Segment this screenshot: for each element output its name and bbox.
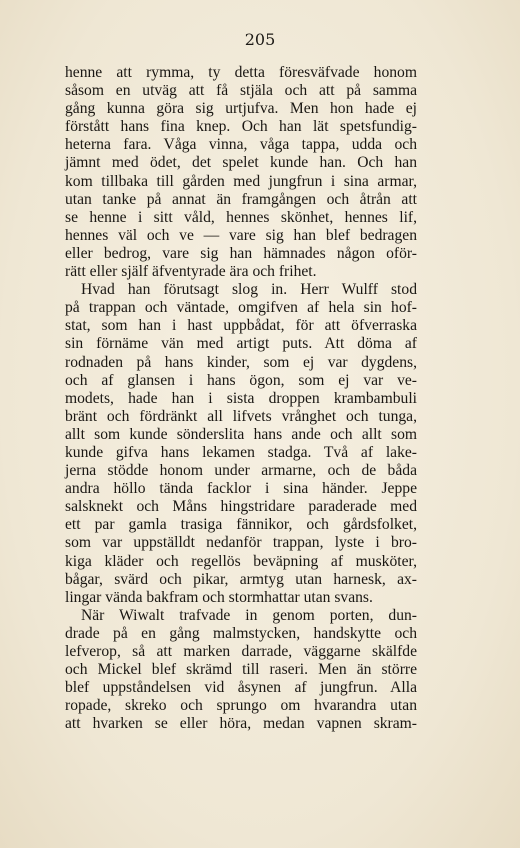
text-line: lingar vända bakfram och stormhattar utan svans. — [65, 588, 373, 606]
text-line: blef uppståndelsen vid åsynen af jungfrun. Alla — [65, 679, 417, 697]
text-line: salsknekt och Måns hingstridare paraderade med — [65, 498, 417, 516]
text-line: bränt och fördränkt all lifvets vrånghet och tunga, — [65, 407, 417, 425]
text-line: jämnt med ödet, det spelet kunde han. Och han — [65, 154, 417, 172]
text-line: som var uppställdt nedanför trappan, lyste i bro- — [65, 534, 417, 552]
text-line: och Mickel blef skrämd till raseri. Men än större — [65, 661, 417, 679]
text-line: kom tillbaka till gården med jungfrun i sina armar, — [65, 172, 417, 190]
text-line: på trappan och väntade, omgifven af hela sin hof- — [65, 299, 417, 317]
text-line: eller bedrog, vare sig han hämnades någon oför- — [65, 244, 417, 262]
text-line: andra höllo tända facklor i sina händer. Jeppe — [65, 480, 417, 498]
text-line: kunde gifva hans lekamen stadga. Två af lake- — [65, 443, 417, 461]
text-line: rätt eller själf äfventyrade ära och frihet. — [65, 263, 317, 281]
text-line: kiga kläder och regellös beväpning af musköter, — [65, 552, 417, 570]
text-line: se henne i sitt våld, hennes skönhet, hennes lif, — [65, 208, 417, 226]
text-line: lefverop, så att marken darrade, väggarne skälfde — [65, 643, 417, 660]
text-line: heterna fara. Våga vinna, våga tappa, udda och — [65, 136, 417, 154]
text-line: henne att rymma, ty detta föresväfvade honom — [65, 64, 417, 81]
text-line: bågar, svärd och pikar, armtyg utan harnesk, ax- — [65, 570, 417, 588]
text-line: sin förnäme vän med artigt puts. Att döma af — [65, 335, 417, 353]
text-line: ropade, skreko och sprungo om hvarandra utan — [65, 697, 417, 715]
text-line: stat, som han i hast uppbådat, för att öfverraska — [65, 317, 417, 335]
text-line: att hvarken se eller höra, medan vapnen skram- — [65, 715, 417, 733]
text-line: gång kunna göra sig urtjufva. Men hon hade ej — [65, 100, 417, 118]
text-line: såsom en utväg att få stjäla och att på samma — [65, 82, 417, 100]
text-line: och af glansen i hans ögon, som ej var ve- — [65, 371, 417, 389]
page-number: 205 — [244, 30, 276, 49]
text-line: allt som kunde sönderslita hans ande och allt som — [65, 425, 417, 443]
text-line: utan tanke på annat än framgången och åtrån att — [65, 190, 417, 208]
body-text — [65, 64, 417, 733]
text-line: Hvad han förutsagt slog in. Herr Wulff stod — [81, 281, 417, 299]
text-line: förstått hans fina knep. Och han lät spetsfundig- — [65, 118, 417, 136]
text-line: hennes väl och ve — vare sig han blef bedragen — [65, 226, 417, 244]
text-line: modets, hade han i sista droppen krambambuli — [65, 389, 417, 407]
text-line: jerna stödde honom under armarne, och de båda — [65, 462, 417, 480]
text-line: ett par gamla trasiga fännikor, och gårdsfolket, — [65, 516, 417, 534]
text-line: rodnaden på hans kinder, som ej var dygdens, — [65, 353, 417, 371]
text-line: När Wiwalt trafvade in genom porten, dun- — [81, 606, 417, 624]
text-line: drade på en gång malmstycken, handskytte och — [65, 624, 417, 642]
